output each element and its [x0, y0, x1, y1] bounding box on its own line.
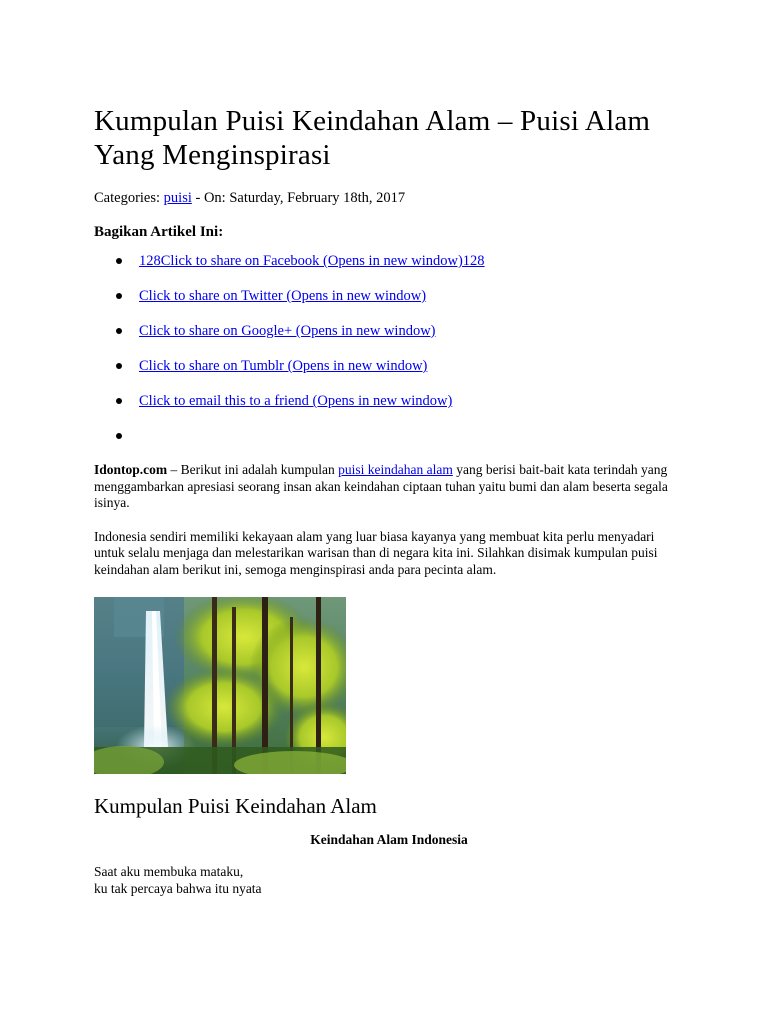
share-item-tumblr [94, 357, 684, 392]
share-list [94, 252, 684, 462]
bullet-icon [116, 398, 122, 404]
share-twitter-link[interactable]: Click to share on Twitter (Opens in new window) [139, 288, 427, 304]
bullet-icon [116, 328, 122, 334]
share-item-google-plus [94, 322, 684, 357]
intro-link[interactable]: puisi keindahan alam [338, 462, 453, 477]
waterfall-forest-photo [94, 597, 346, 774]
article [94, 104, 684, 897]
share-tumblr-link[interactable]: Click to share on Tumblr (Opens in new window) [139, 358, 428, 374]
intro-text: – Berikut ini adalah kumpulan [167, 462, 339, 477]
poem [94, 864, 684, 897]
poem-line: ku tak percaya bahwa itu nyata [94, 880, 262, 896]
post-date: - On: Saturday, February 18th, 2017 [191, 190, 406, 206]
category-link-puisi[interactable]: puisi [163, 190, 192, 206]
article-title: Kumpulan Puisi Keindahan Alam – Puisi Alam Yang Menginspirasi [94, 105, 651, 171]
bullet-icon [116, 363, 122, 369]
second-paragraph: Indonesia sendiri memiliki kekayaan alam yang luar biasa kayanya yang membuat kita perlu menyadari untuk selalu menjaga dan melestarikan warisan than di negara kita ini. Silahkan disimak kumpulan puisi keindahan alam berikut ini, semoga menginspirasi anda para pecinta alam. [94, 528, 658, 577]
intro-paragraph [94, 462, 684, 512]
bullet-icon [116, 433, 122, 439]
poem-title: Keindahan Alam Indonesia [310, 832, 468, 847]
section-title: Kumpulan Puisi Keindahan Alam [94, 794, 377, 818]
categories-label: Categories: [94, 190, 164, 206]
share-google-plus-link[interactable]: Click to share on Google+ (Opens in new window) [139, 323, 436, 339]
share-item-empty [94, 427, 684, 462]
share-item-facebook [94, 252, 684, 287]
bullet-icon [116, 293, 122, 299]
share-email-link[interactable]: Click to email this to a friend (Opens in new window) [139, 393, 453, 409]
share-item-email [94, 392, 684, 427]
share-heading: Bagikan Artikel Ini: [94, 224, 224, 240]
poem-line: Saat aku membuka mataku, [94, 864, 244, 879]
article-meta [94, 189, 684, 207]
intro-rest: yang berisi bait-bait kata terindah yang menggambarkan apresiasi seorang insan akan keindahan ciptaan tuhan yaitu bumi dan alam beserta segala isinya. [94, 462, 668, 510]
bullet-icon [116, 258, 122, 264]
site-name: Idontop.com [94, 462, 168, 477]
share-facebook-link[interactable]: 128Click to share on Facebook (Opens in new window)128 [139, 253, 485, 269]
share-item-twitter [94, 287, 684, 322]
